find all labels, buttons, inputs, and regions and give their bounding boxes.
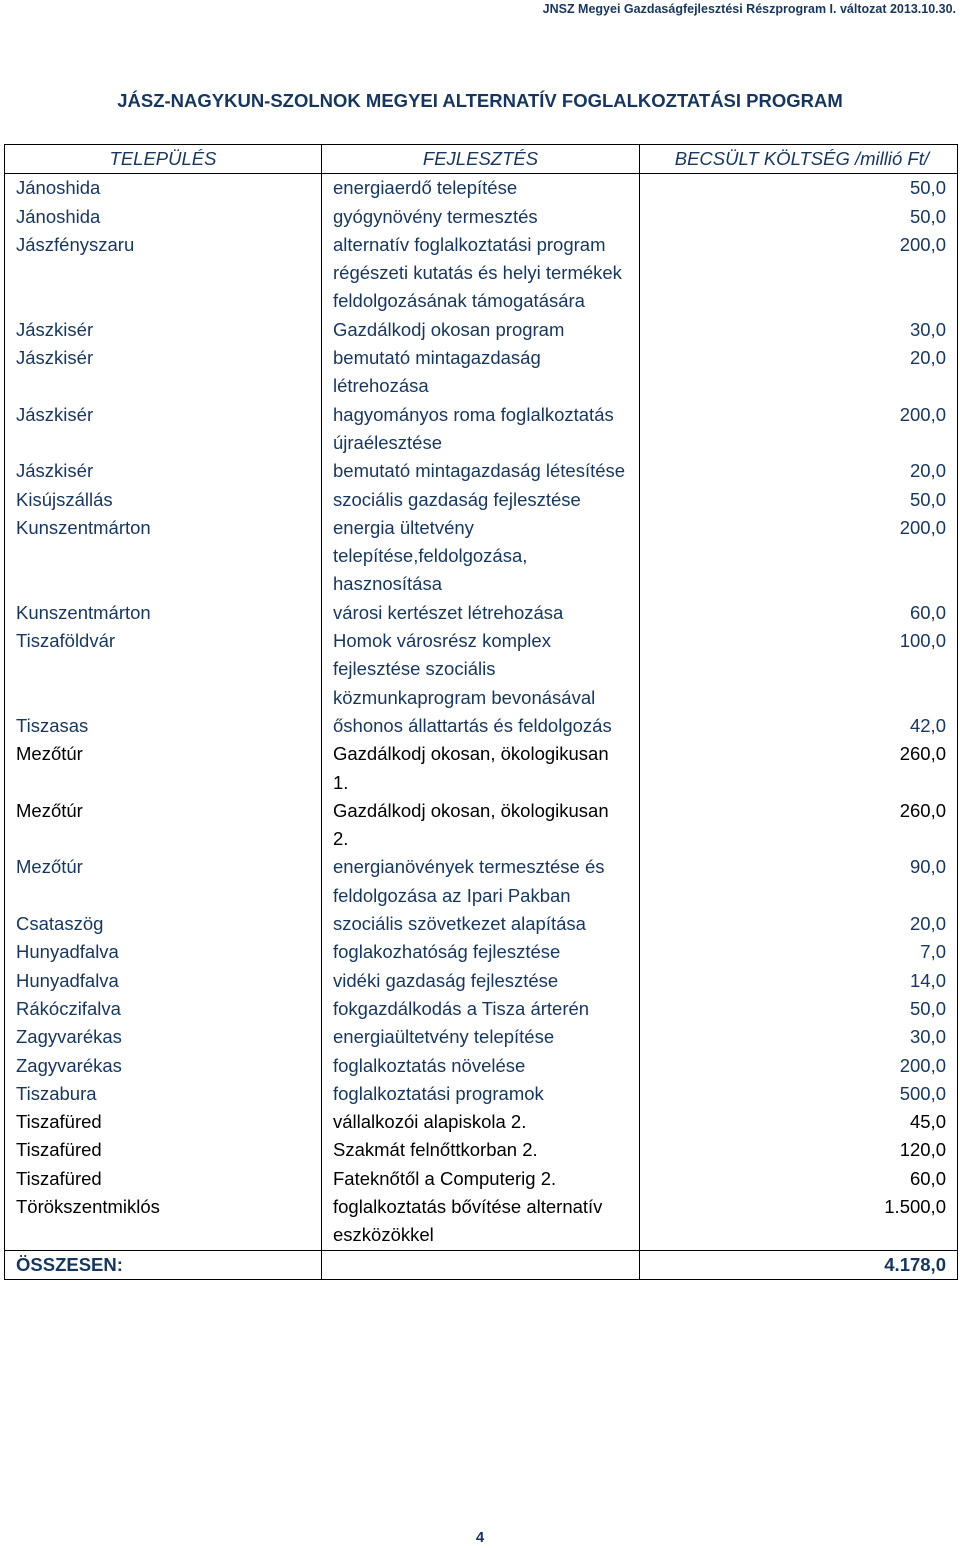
table-row <box>5 599 958 627</box>
cell-telepules: Hunyadfalva <box>5 938 322 966</box>
cell-telepules: Tiszafüred <box>5 1136 322 1164</box>
cell-fejlesztes: foglalkoztatási programok <box>322 1080 640 1108</box>
table-row <box>5 1108 958 1136</box>
cell-fejlesztes: energiaültetvény telepítése <box>322 1023 640 1051</box>
cell-fejlesztes: hagyományos roma foglalkoztatás újraélesztése <box>322 401 640 458</box>
cell-telepules: Rákóczifalva <box>5 995 322 1023</box>
document-title: JÁSZ-NAGYKUN-SZOLNOK MEGYEI ALTERNATÍV FOGLALKOZTATÁSI PROGRAM <box>117 90 843 111</box>
table-row <box>5 344 958 401</box>
cell-telepules: Tiszabura <box>5 1080 322 1108</box>
cell-koltseg: 100,0 <box>640 627 958 712</box>
column-header-telepules: TELEPÜLÉS <box>5 145 322 174</box>
column-header-koltseg: BECSÜLT KÖLTSÉG /millió Ft/ <box>640 145 958 174</box>
cell-telepules: Kisújszállás <box>5 486 322 514</box>
total-label: ÖSSZESEN: <box>5 1250 322 1279</box>
cell-fejlesztes: foglalkoztatás bővítése alternatív eszközökkel <box>322 1193 640 1250</box>
table-row <box>5 457 958 485</box>
cell-koltseg: 1.500,0 <box>640 1193 958 1250</box>
cell-koltseg: 200,0 <box>640 514 958 599</box>
cell-koltseg: 30,0 <box>640 316 958 344</box>
page-number: 4 <box>475 1529 485 1546</box>
cell-koltseg: 45,0 <box>640 1108 958 1136</box>
cell-telepules: Jászkisér <box>5 457 322 485</box>
cell-koltseg: 50,0 <box>640 203 958 231</box>
cell-fejlesztes: alternatív foglalkoztatási program régészeti kutatás és helyi termékek feldolgozásának támogatására <box>322 231 640 316</box>
program-table <box>4 144 958 1280</box>
cell-fejlesztes: szociális gazdaság fejlesztése <box>322 486 640 514</box>
cell-koltseg: 120,0 <box>640 1136 958 1164</box>
cell-fejlesztes: Gazdálkodj okosan program <box>322 316 640 344</box>
cell-fejlesztes: foglakozhatóság fejlesztése <box>322 938 640 966</box>
running-header: JNSZ Megyei Gazdaságfejlesztési Részprogram I. változat 2013.10.30. <box>542 2 956 16</box>
cell-telepules: Kunszentmárton <box>5 514 322 599</box>
cell-koltseg: 20,0 <box>640 457 958 485</box>
total-value: 4.178,0 <box>640 1250 958 1279</box>
cell-telepules: Jászkisér <box>5 316 322 344</box>
cell-fejlesztes: energianövények termesztése és feldolgozása az Ipari Pakban <box>322 853 640 910</box>
cell-koltseg: 90,0 <box>640 853 958 910</box>
cell-koltseg: 200,0 <box>640 1052 958 1080</box>
cell-telepules: Törökszentmiklós <box>5 1193 322 1250</box>
table-row <box>5 853 958 910</box>
cell-koltseg: 50,0 <box>640 174 958 203</box>
cell-telepules: Zagyvarékas <box>5 1023 322 1051</box>
cell-telepules: Kunszentmárton <box>5 599 322 627</box>
table-row <box>5 316 958 344</box>
cell-koltseg: 20,0 <box>640 910 958 938</box>
table-row <box>5 995 958 1023</box>
cell-telepules: Mezőtúr <box>5 797 322 854</box>
table-row <box>5 1193 958 1250</box>
cell-koltseg: 500,0 <box>640 1080 958 1108</box>
cell-fejlesztes: bemutató mintagazdaság létrehozása <box>322 344 640 401</box>
cell-fejlesztes: Homok városrész komplex fejlesztése szociális közmunkaprogram bevonásával <box>322 627 640 712</box>
column-header-fejlesztes: FEJLESZTÉS <box>322 145 640 174</box>
cell-fejlesztes: fokgazdálkodás a Tisza árterén <box>322 995 640 1023</box>
cell-fejlesztes: Gazdálkodj okosan, ökologikusan 2. <box>322 797 640 854</box>
total-empty-cell <box>322 1250 640 1279</box>
cell-koltseg: 260,0 <box>640 797 958 854</box>
table-row <box>5 174 958 203</box>
cell-koltseg: 60,0 <box>640 1165 958 1193</box>
cell-fejlesztes: gyógynövény termesztés <box>322 203 640 231</box>
table-row <box>5 712 958 740</box>
table-row <box>5 486 958 514</box>
cell-telepules: Tiszafüred <box>5 1165 322 1193</box>
cell-koltseg: 20,0 <box>640 344 958 401</box>
cell-fejlesztes: Szakmát felnőttkorban 2. <box>322 1136 640 1164</box>
cell-koltseg: 50,0 <box>640 995 958 1023</box>
cell-fejlesztes: városi kertészet létrehozása <box>322 599 640 627</box>
cell-telepules: Zagyvarékas <box>5 1052 322 1080</box>
table-row <box>5 401 958 458</box>
table-row <box>5 231 958 316</box>
cell-fejlesztes: vállalkozói alapiskola 2. <box>322 1108 640 1136</box>
cell-koltseg: 7,0 <box>640 938 958 966</box>
table-row <box>5 1023 958 1051</box>
total-row <box>5 1250 958 1279</box>
table-row <box>5 514 958 599</box>
table-body <box>5 174 958 1280</box>
cell-koltseg: 260,0 <box>640 740 958 797</box>
table-row <box>5 740 958 797</box>
cell-koltseg: 60,0 <box>640 599 958 627</box>
cell-telepules: Hunyadfalva <box>5 967 322 995</box>
cell-telepules: Jászkisér <box>5 401 322 458</box>
table-row <box>5 938 958 966</box>
cell-fejlesztes: energiaerdő telepítése <box>322 174 640 203</box>
cell-telepules: Jászfényszaru <box>5 231 322 316</box>
cell-telepules: Tiszaföldvár <box>5 627 322 712</box>
cell-telepules: Csataszög <box>5 910 322 938</box>
cell-telepules: Tiszafüred <box>5 1108 322 1136</box>
cell-telepules: Jánoshida <box>5 203 322 231</box>
table-row <box>5 797 958 854</box>
cell-koltseg: 200,0 <box>640 231 958 316</box>
cell-telepules: Tiszasas <box>5 712 322 740</box>
table-header-row <box>5 145 958 174</box>
table-row <box>5 627 958 712</box>
cell-fejlesztes: őshonos állattartás és feldolgozás <box>322 712 640 740</box>
cell-fejlesztes: Gazdálkodj okosan, ökologikusan 1. <box>322 740 640 797</box>
cell-fejlesztes: energia ültetvény telepítése,feldolgozása, hasznosítása <box>322 514 640 599</box>
cell-fejlesztes: foglalkoztatás növelése <box>322 1052 640 1080</box>
cell-koltseg: 14,0 <box>640 967 958 995</box>
cell-koltseg: 30,0 <box>640 1023 958 1051</box>
table-row <box>5 1136 958 1164</box>
table-row <box>5 203 958 231</box>
cell-koltseg: 42,0 <box>640 712 958 740</box>
table-row <box>5 1080 958 1108</box>
cell-fejlesztes: vidéki gazdaság fejlesztése <box>322 967 640 995</box>
table-row <box>5 910 958 938</box>
table-row <box>5 967 958 995</box>
cell-telepules: Jászkisér <box>5 344 322 401</box>
table-row <box>5 1165 958 1193</box>
cell-koltseg: 200,0 <box>640 401 958 458</box>
cell-telepules: Mezőtúr <box>5 740 322 797</box>
table-row <box>5 1052 958 1080</box>
cell-fejlesztes: Fateknőtől a Computerig 2. <box>322 1165 640 1193</box>
cell-telepules: Mezőtúr <box>5 853 322 910</box>
cell-koltseg: 50,0 <box>640 486 958 514</box>
cell-fejlesztes: bemutató mintagazdaság létesítése <box>322 457 640 485</box>
cell-telepules: Jánoshida <box>5 174 322 203</box>
cell-fejlesztes: szociális szövetkezet alapítása <box>322 910 640 938</box>
